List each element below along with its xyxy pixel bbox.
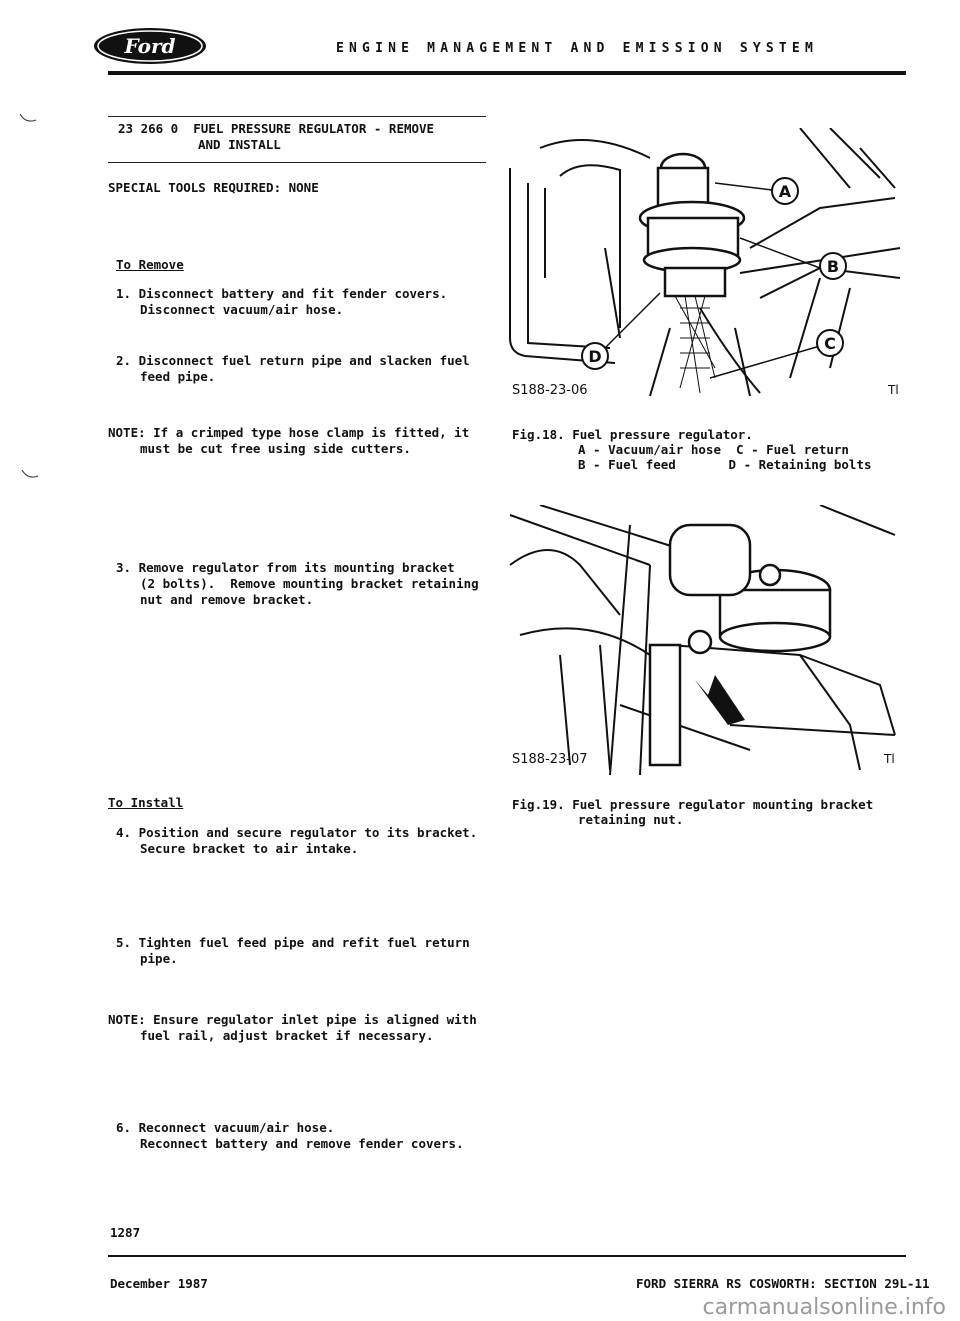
step-2: 2. Disconnect fuel return pipe and slacken fuel [116,353,470,368]
figure-18-legend-2: B - Fuel feed D - Retaining bolts [578,457,872,472]
watermark: carmanualsonline.info [702,1295,946,1320]
remove-heading: To Remove [116,257,184,272]
procedure-bottom-rule [108,162,486,163]
figure-18-code: S188-23-06 [512,383,588,398]
margin-mark [20,468,40,485]
figure-19-caption-cont: retaining nut. [578,812,684,827]
step-1: 1. Disconnect battery and fit fender covers. [116,286,448,301]
figure-19-code: S188-23-07 [512,752,588,767]
step-2-cont: feed pipe. [140,369,216,384]
ford-logo [92,26,208,66]
callout-c: C [824,334,836,353]
callout-d: D [588,347,602,366]
step-6: 6. Reconnect vacuum/air hose. [116,1120,335,1135]
page-reference: 1287 [110,1225,141,1240]
note-1-cont: must be cut free using side cutters. [140,441,411,456]
figure-19-corner: Tl [884,752,895,766]
ford-logo-text: Ford [124,34,176,58]
footer-date: December 1987 [110,1276,208,1291]
step-3-cont: (2 bolts). Remove mounting bracket retaining [140,576,479,591]
note-2-cont: fuel rail, adjust bracket if necessary. [140,1028,434,1043]
install-heading: To Install [108,795,184,810]
page-header-title: ENGINE MANAGEMENT AND EMISSION SYSTEM [336,41,818,56]
step-4-cont: Secure bracket to air intake. [140,841,359,856]
footer-section: FORD SIERRA RS COSWORTH: SECTION 29L-11 [636,1276,930,1291]
figure-18-legend-1: A - Vacuum/air hose C - Fuel return [578,442,849,457]
note-2: NOTE: Ensure regulator inlet pipe is aligned with [108,1012,477,1027]
figure-19-illustration [500,505,905,777]
callout-a: A [778,182,792,201]
figure-19-caption: Fig.19. Fuel pressure regulator mounting bracket [512,797,874,812]
step-1-cont: Disconnect vacuum/air hose. [140,302,344,317]
special-tools: SPECIAL TOOLS REQUIRED: NONE [108,180,319,195]
step-4: 4. Position and secure regulator to its bracket. [116,825,478,840]
footer-rule [108,1255,906,1257]
step-5: 5. Tighten fuel feed pipe and refit fuel return [116,935,470,950]
margin-mark [18,112,38,129]
note-1: NOTE: If a crimped type hose clamp is fitted, it [108,425,470,440]
step-3-cont2: nut and remove bracket. [140,592,314,607]
figure-18-corner: Tl [888,383,899,397]
figure-18-caption: Fig.18. Fuel pressure regulator. [512,427,753,442]
callout-b: B [826,257,840,276]
procedure-top-rule [108,116,486,117]
procedure-code: 23 266 0 FUEL PRESSURE REGULATOR - REMOVE [118,121,435,136]
step-5-cont: pipe. [140,951,178,966]
step-6-cont: Reconnect battery and remove fender covers. [140,1136,464,1151]
header-rule [108,71,906,75]
step-3: 3. Remove regulator from its mounting bracket [116,560,455,575]
procedure-code-cont: AND INSTALL [198,137,281,152]
figure-18-illustration [500,128,905,400]
